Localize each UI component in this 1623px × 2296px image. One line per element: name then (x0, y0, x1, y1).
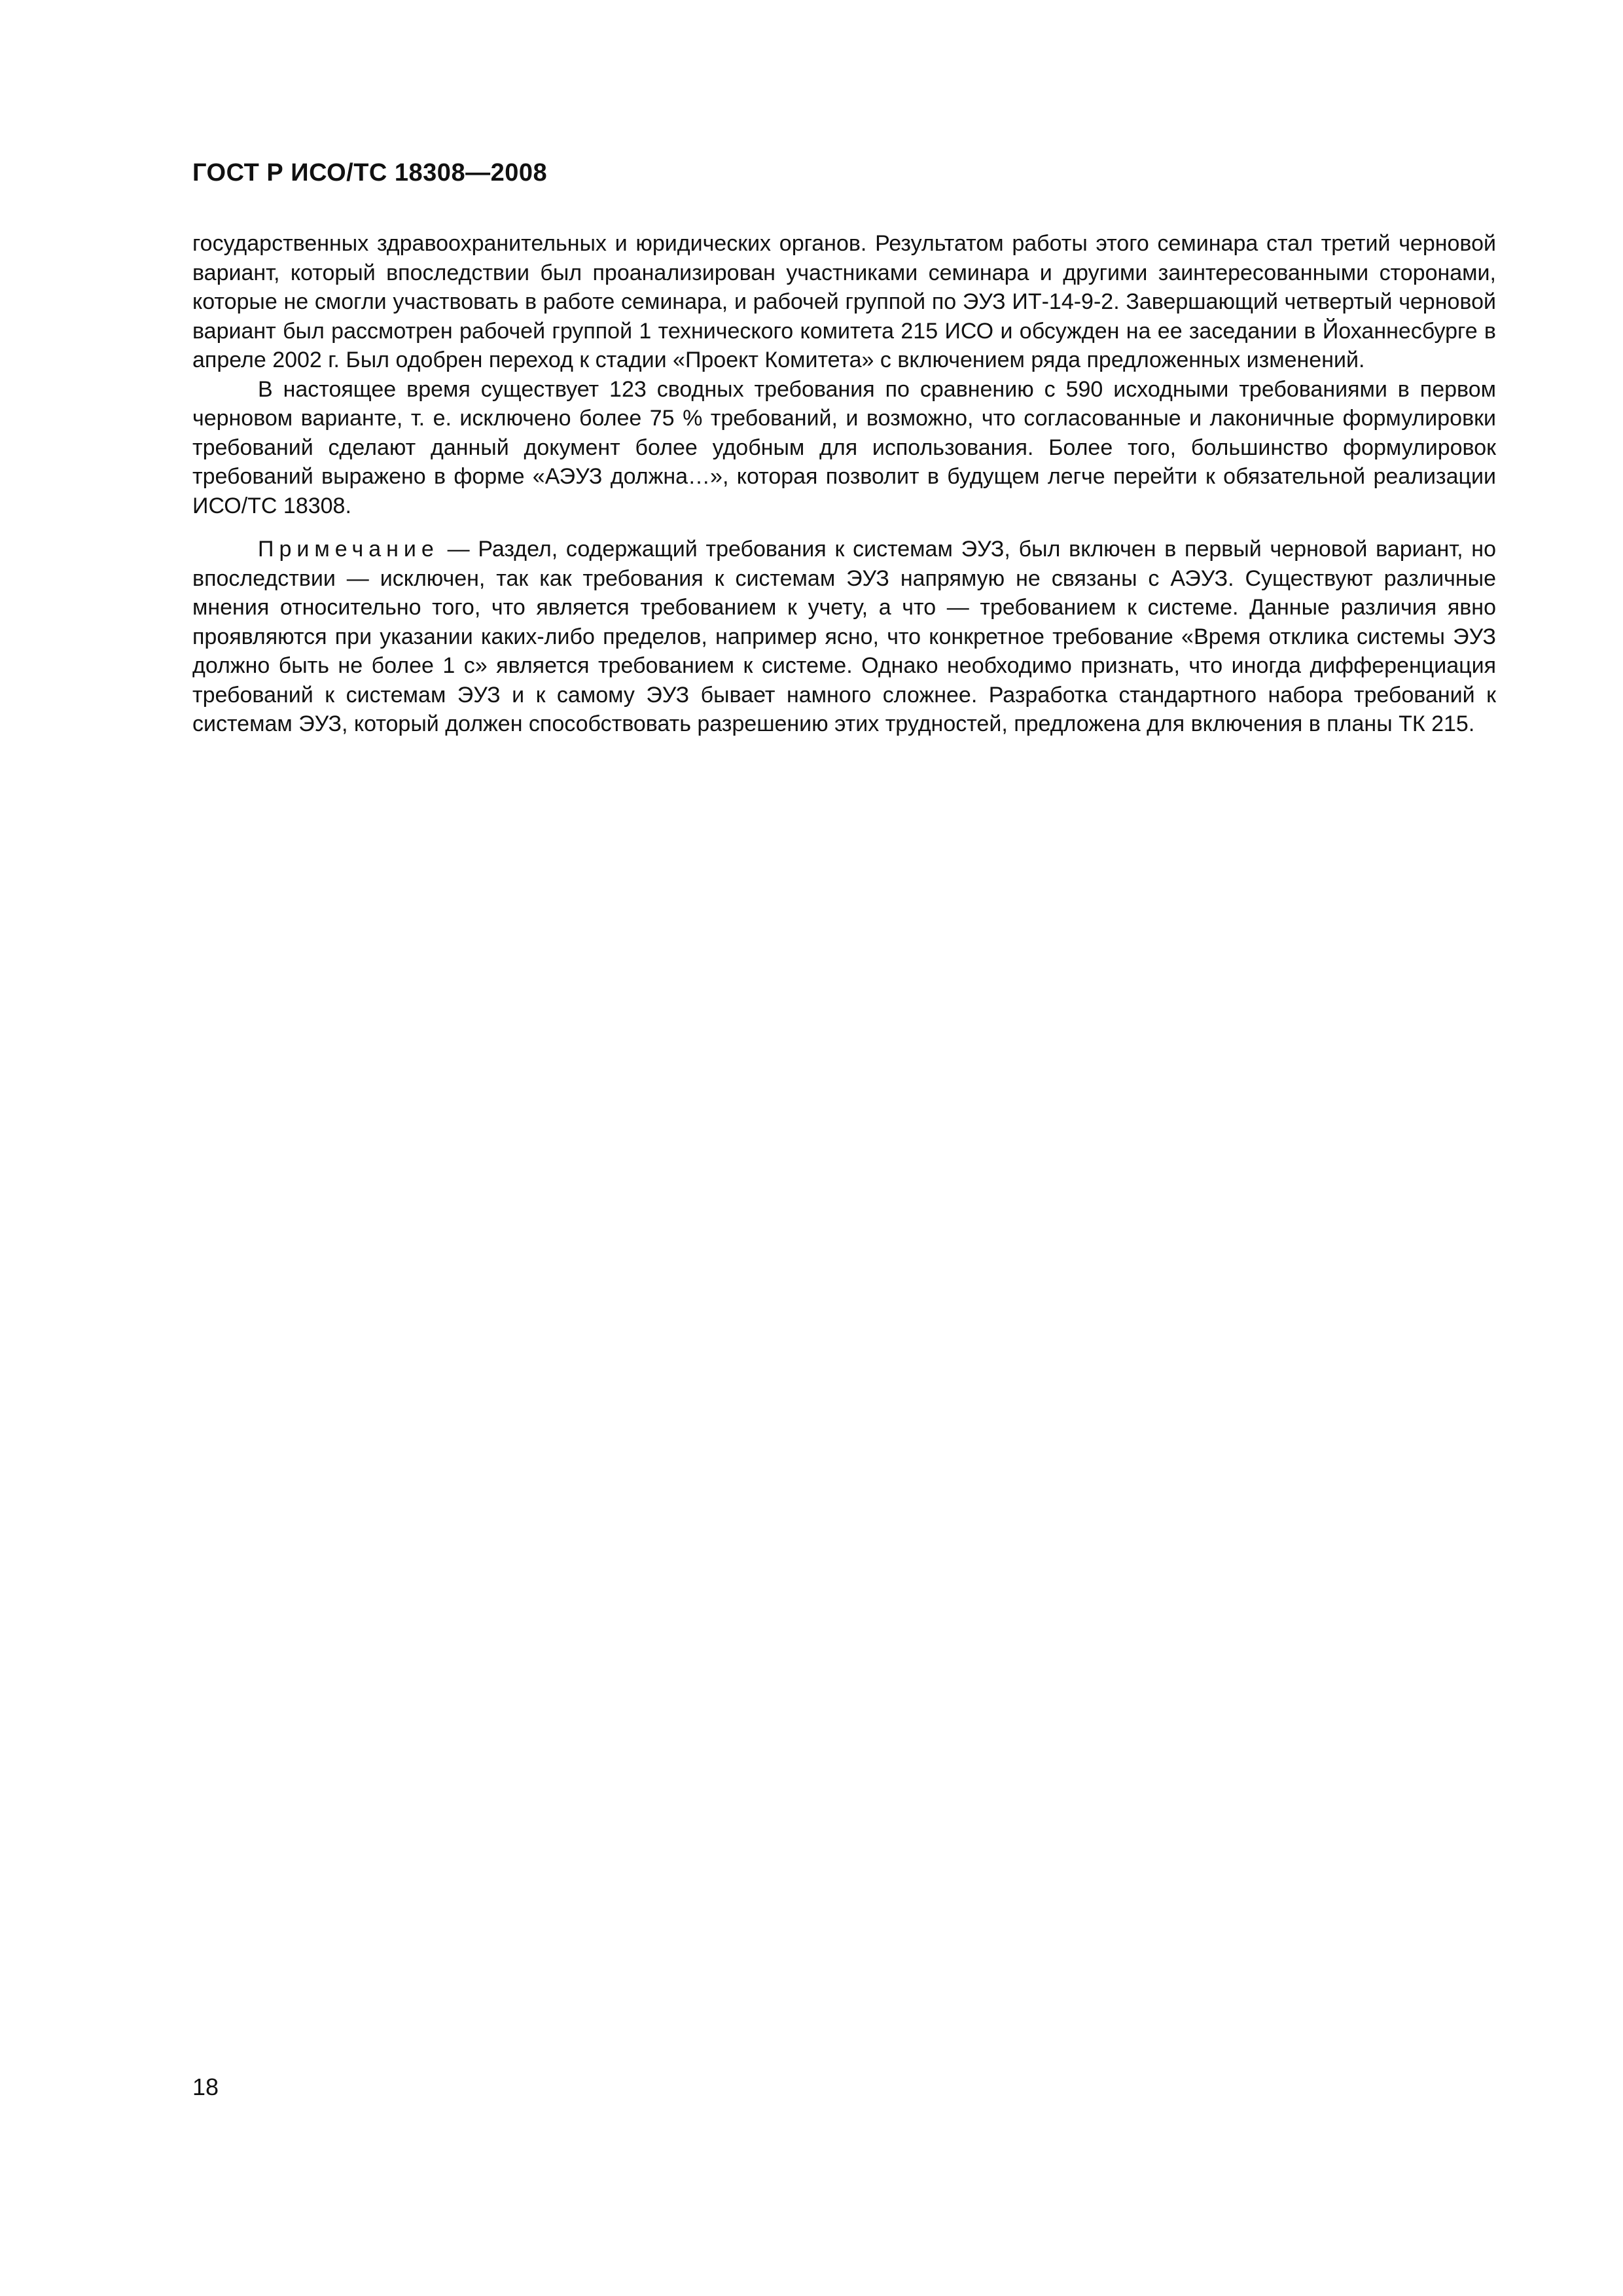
note-paragraph (192, 535, 1496, 739)
document-body (192, 229, 1496, 739)
body-paragraph-1: государственных здравоохранительных и юридических органов. Результатом работы этого семинара стал третий черновой вариант, который впоследствии был проанализирован участниками семинара и другими заинтересованными сторонами, которые не смогли участвовать в работе семинара, и рабочей группой по ЭУЗ ИТ-14-9-2. Завершающий четвертый черновой вариант был рассмотрен рабочей группой 1 технического комитета 215 ИСО и обсужден на ее заседании в Йоханнесбурге в апреле 2002 г. Был одобрен переход к стадии «Проект Комитета» с включением ряда предложенных изменений. (192, 231, 1496, 372)
note-separator: — (438, 537, 478, 562)
body-paragraph-2: В настоящее время существует 123 сводных требования по сравнению с 590 исходными требованиями в первом черновом варианте, т. е. исключено более 75 % требований, и возможно, что согласованные и лаконичные формулировки требований сделают данный документ более удобным для использования. Более того, большинство формулировок требований выражено в форме «АЭУЗ должна…», которая позволит в будущем легче перейти к обязательной реализации ИСО/ТС 18308. (192, 376, 1496, 518)
note-text: Раздел, содержащий требования к системам ЭУЗ, был включен в первый черновой вариант, но впоследствии — исключен, так как требования к системам ЭУЗ напрямую не связаны с АЭУЗ. Существуют различные мнения относительно того, что является требованием к учету, а что — требованием к системе. Данные различия явно проявляются при указании каких-либо пределов, например ясно, что конкретное требование «Время отклика системы ЭУЗ должно быть не более 1 с» является требованием к системе. Однако необходимо признать, что иногда дифференциация требований к системам ЭУЗ и к самому ЭУЗ бывает намного сложнее. Разработка стандартного набора требований к системам ЭУЗ, который должен способствовать разрешению этих трудностей, предложена для включения в планы ТК 215. (192, 537, 1496, 736)
document-header: ГОСТ Р ИСО/ТС 18308—2008 (192, 159, 548, 187)
note-label: Примечание (258, 537, 439, 562)
page-number: 18 (192, 2073, 219, 2100)
